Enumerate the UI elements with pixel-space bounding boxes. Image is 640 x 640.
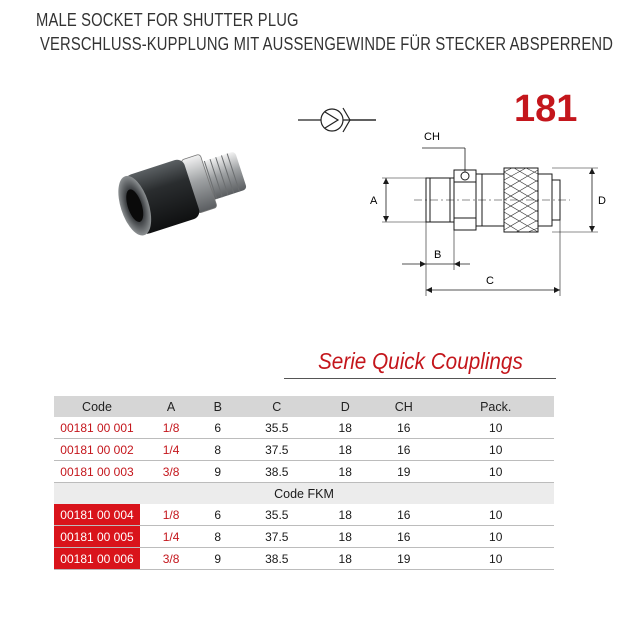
cell-code: 00181 00 004	[54, 504, 140, 526]
table-row	[54, 417, 554, 439]
cell-ch: 16	[370, 417, 437, 439]
table-row	[54, 461, 554, 483]
cell-ch: 16	[370, 439, 437, 461]
cell-a: 1/4	[140, 526, 202, 548]
product-title-de: VERSCHLUSS-KUPPLUNG MIT AUSSENGEWINDE FÜR STECKER ABSPERREND	[40, 34, 614, 54]
cell-a: 3/8	[140, 461, 202, 483]
header-pack: Pack.	[437, 396, 554, 417]
cell-ch: 16	[370, 526, 437, 548]
cell-ch: 16	[370, 504, 437, 526]
cell-code: 00181 00 003	[54, 461, 140, 483]
label-d: D	[598, 195, 606, 207]
label-a: A	[370, 195, 378, 207]
cell-d: 18	[320, 461, 370, 483]
cell-c: 35.5	[233, 504, 320, 526]
cell-c: 38.5	[233, 461, 320, 483]
cell-code: 00181 00 001	[54, 417, 140, 439]
product-title-en: MALE SOCKET FOR SHUTTER PLUG	[36, 10, 299, 30]
fkm-label: Code FKM	[54, 483, 554, 505]
coupling-photo	[112, 140, 262, 250]
cell-d: 18	[320, 526, 370, 548]
header-b: B	[202, 396, 233, 417]
cell-pack: 10	[437, 548, 554, 570]
cell-pack: 10	[437, 417, 554, 439]
header-code: Code	[54, 396, 140, 417]
series-number: 181	[514, 88, 578, 130]
cell-c: 35.5	[233, 417, 320, 439]
cell-d: 18	[320, 548, 370, 570]
cell-b: 8	[202, 526, 233, 548]
header-c: C	[233, 396, 320, 417]
cell-b: 9	[202, 461, 233, 483]
table-row	[54, 439, 554, 461]
cell-d: 18	[320, 504, 370, 526]
table-row	[54, 504, 554, 526]
serie-title: Serie Quick Couplings	[318, 348, 523, 374]
cell-ch: 19	[370, 461, 437, 483]
header-d: D	[320, 396, 370, 417]
cell-pack: 10	[437, 504, 554, 526]
cell-pack: 10	[437, 526, 554, 548]
cell-a: 1/8	[140, 417, 202, 439]
cell-d: 18	[320, 417, 370, 439]
cell-b: 6	[202, 417, 233, 439]
cell-a: 3/8	[140, 548, 202, 570]
fkm-section-row	[54, 483, 554, 505]
cell-code: 00181 00 002	[54, 439, 140, 461]
table-row	[54, 526, 554, 548]
cell-d: 18	[320, 439, 370, 461]
cell-a: 1/4	[140, 439, 202, 461]
cell-pack: 10	[437, 461, 554, 483]
table-header-row	[54, 396, 554, 417]
cell-c: 37.5	[233, 526, 320, 548]
cell-b: 6	[202, 504, 233, 526]
label-ch: CH	[424, 131, 440, 143]
cell-code: 00181 00 006	[54, 548, 140, 570]
table-row	[54, 548, 554, 570]
cell-c: 38.5	[233, 548, 320, 570]
cell-ch: 19	[370, 548, 437, 570]
cell-code: 00181 00 005	[54, 526, 140, 548]
cell-a: 1/8	[140, 504, 202, 526]
header-ch: CH	[370, 396, 437, 417]
technical-drawing	[362, 120, 612, 298]
label-c: C	[486, 275, 494, 287]
cell-b: 8	[202, 439, 233, 461]
cell-b: 9	[202, 548, 233, 570]
cell-pack: 10	[437, 439, 554, 461]
cell-c: 37.5	[233, 439, 320, 461]
label-b: B	[434, 249, 442, 261]
specs-table	[54, 396, 554, 570]
serie-underline	[284, 378, 556, 379]
header-a: A	[140, 396, 202, 417]
